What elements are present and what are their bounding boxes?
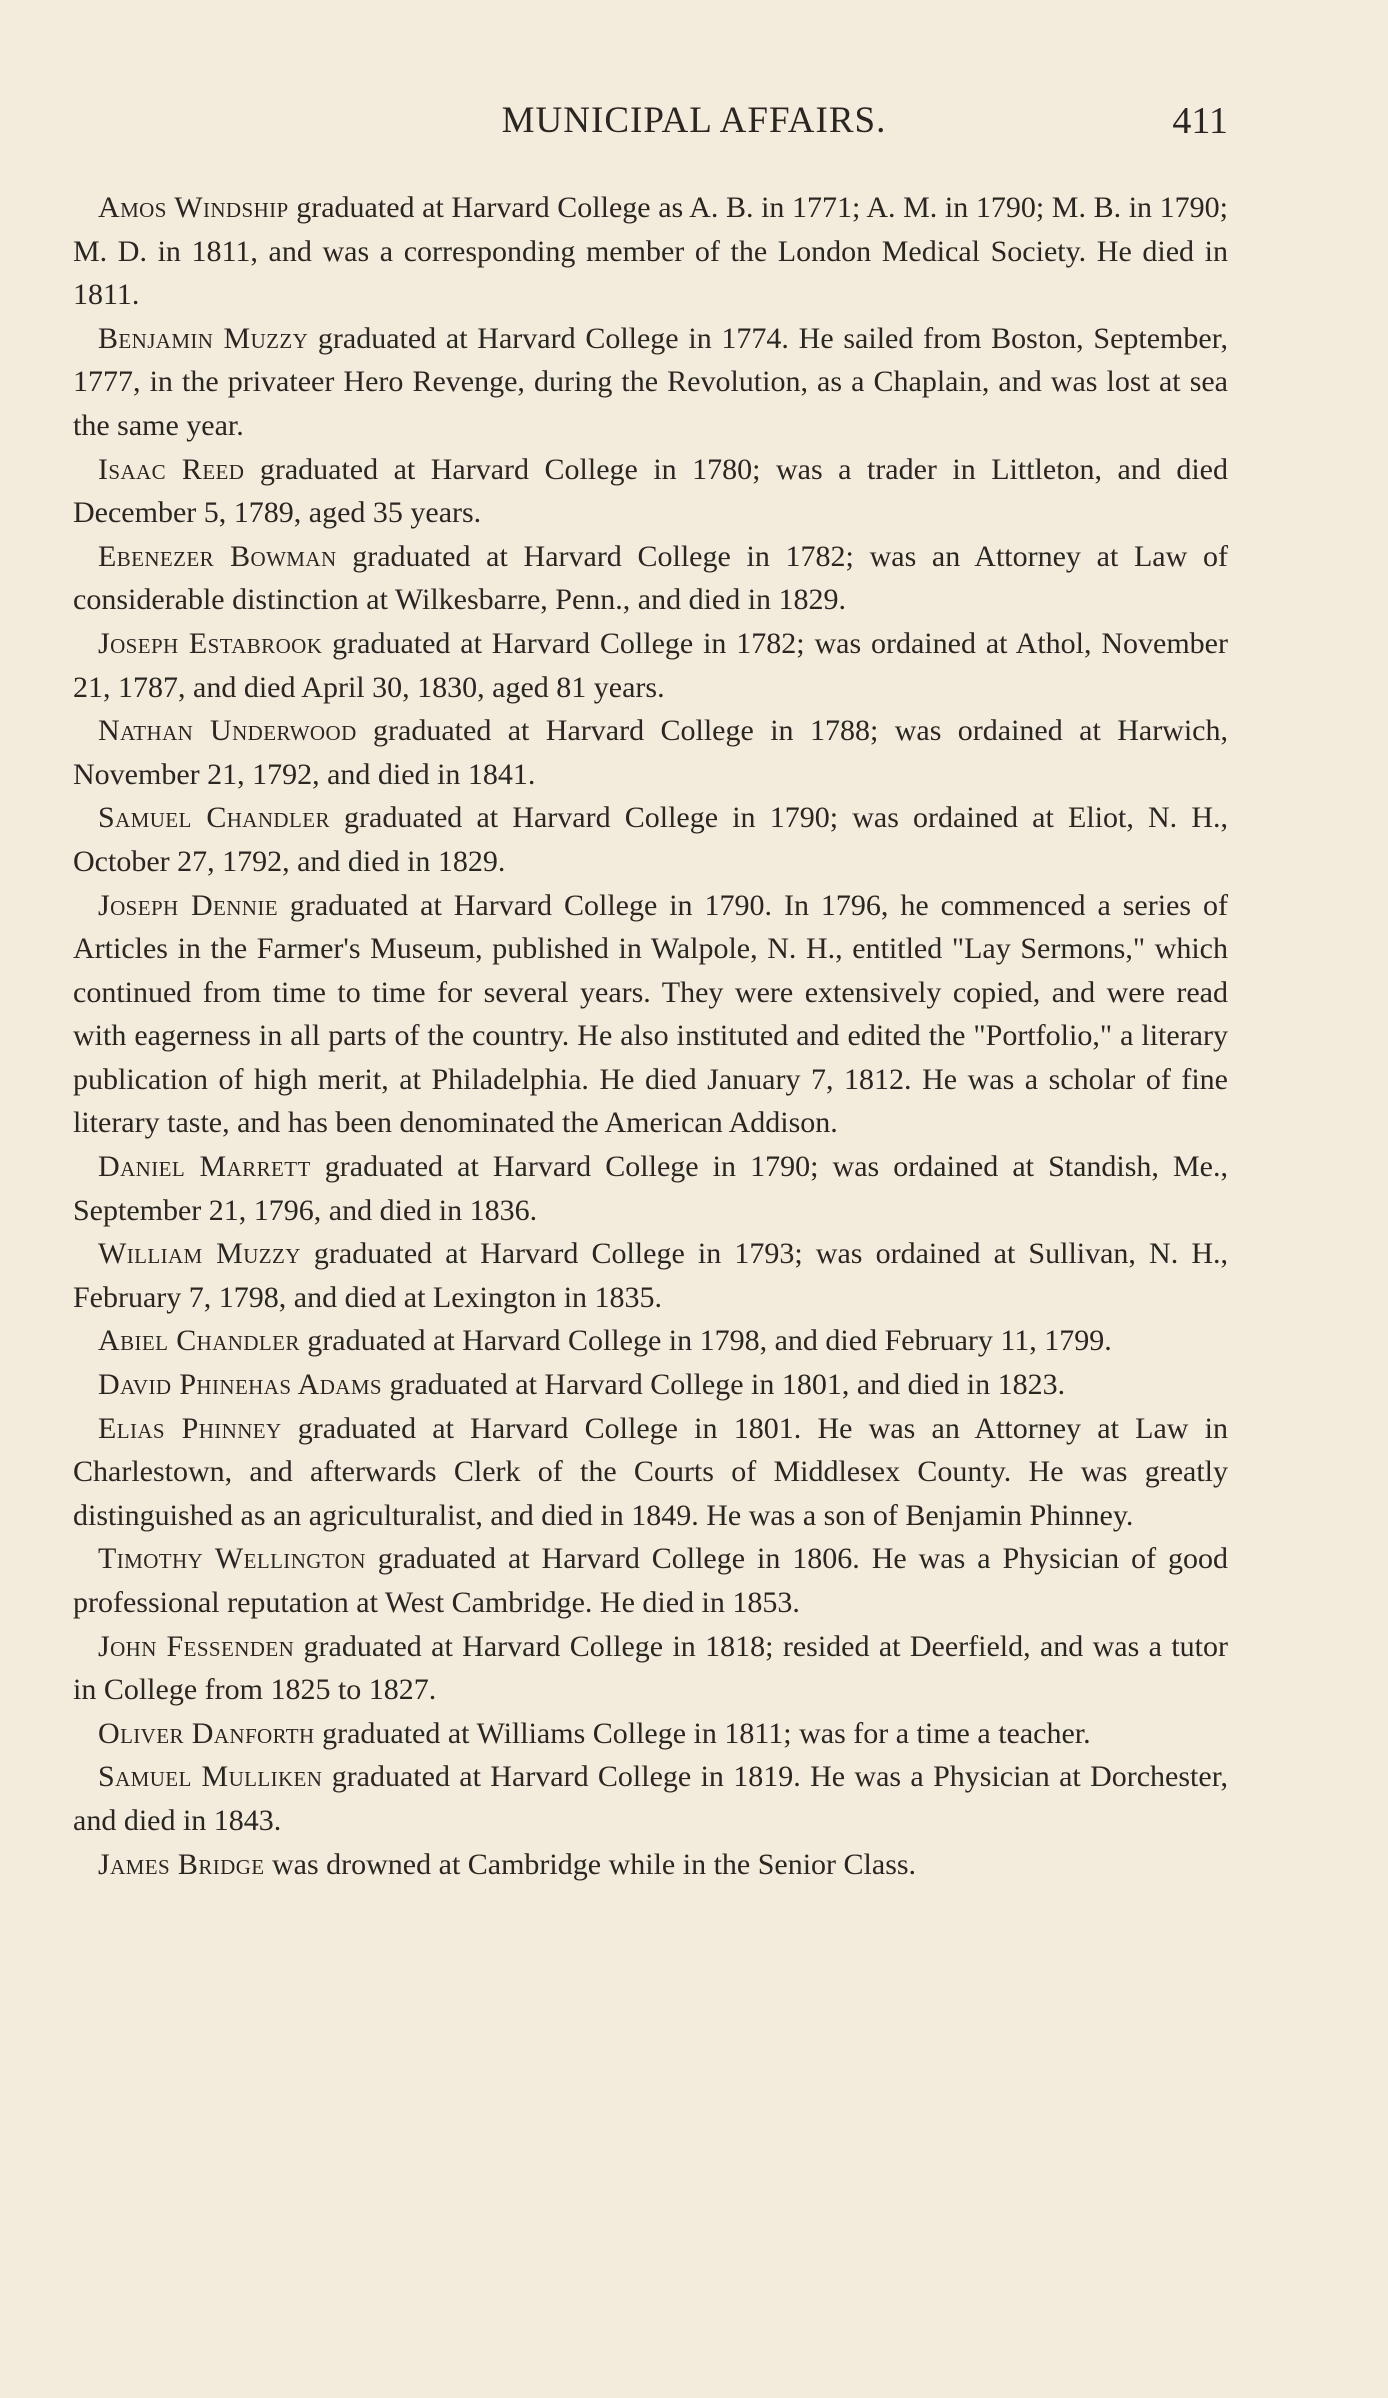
biography-entry bbox=[73, 796, 1228, 883]
biography-entry bbox=[73, 1625, 1228, 1712]
running-title: MUNICIPAL AFFAIRS. bbox=[501, 100, 887, 141]
entry-text: graduated at Harvard College in 1790; was ordained at Standish, Me., September 21, 1796, and died in 1836. bbox=[73, 1150, 1228, 1227]
entry-name: Oliver Danforth bbox=[98, 1716, 315, 1750]
biography-entry bbox=[73, 317, 1228, 448]
entry-text: graduated at Harvard College in 1801, and died in 1823. bbox=[382, 1368, 1066, 1402]
page-number: 411 bbox=[1172, 100, 1228, 142]
entry-text: graduated at Harvard College in 1806. He was a Physician of good professional reputation at West Cambridge. He died in 1853. bbox=[73, 1542, 1228, 1619]
biography-entry bbox=[73, 884, 1228, 1146]
entry-name: Ebenezer Bowman bbox=[98, 539, 337, 573]
biography-entry bbox=[73, 1232, 1228, 1319]
entry-name: David Phinehas Adams bbox=[98, 1368, 382, 1402]
entry-name: Benjamin Muzzy bbox=[98, 321, 309, 355]
entry-name: Amos Windship bbox=[98, 191, 289, 224]
biography-entry bbox=[73, 622, 1228, 709]
entry-name: Timothy Wellington bbox=[98, 1542, 366, 1576]
biography-entry bbox=[73, 1145, 1228, 1232]
page-body bbox=[73, 186, 1228, 1886]
entry-text: graduated at Harvard College in 1798, and died February 11, 1799. bbox=[299, 1324, 1112, 1358]
entry-name: William Muzzy bbox=[98, 1237, 301, 1271]
entry-text: graduated at Harvard College in 1801. He was an Attorney at Law in Charlestown, and afterwards Clerk of the Courts of Middlesex County. He was greatly distinguished as an agriculturalist, and died in 1849. He was a son of Benjamin Phinney. bbox=[73, 1411, 1228, 1532]
biography-entry bbox=[73, 1319, 1228, 1363]
entry-text: graduated at Williams College in 1811; was for a time a teacher. bbox=[314, 1716, 1091, 1750]
entry-name: Samuel Mulliken bbox=[98, 1760, 323, 1794]
biography-entry bbox=[73, 1537, 1228, 1624]
biography-entry bbox=[73, 709, 1228, 796]
entry-text: graduated at Harvard College in 1790. In 1796, he commenced a series of Articles in the Farmer's Museum, published in Walpole, N. H., entitled "Lay Sermons," which continued from time to time for several years. They were extensively copied, and were read with eagerness in all parts of the country. He also instituted and edited the "Portfolio," a literary publication of high merit, at Philadelphia. He died January 7, 1812. He was a scholar of fine literary taste, and has been denominated the American Addison. bbox=[73, 888, 1228, 1140]
entry-text: graduated at Harvard College in 1782; was ordained at Athol, November 21, 1787, and died April 30, 1830, aged 81 years. bbox=[73, 626, 1228, 704]
entry-text: was drowned at Cambridge while in the Senior Class. bbox=[264, 1847, 917, 1881]
entry-text: graduated at Harvard College in 1818; resided at Deerfield, and was a tutor in College from 1825 to 1827. bbox=[73, 1629, 1228, 1707]
entry-name: Elias Phinney bbox=[98, 1411, 282, 1445]
biography-entry bbox=[73, 1712, 1228, 1756]
biography-entry bbox=[73, 1843, 1228, 1887]
entry-text: graduated at Harvard College in 1793; was ordained at Sullivan, N. H., February 7, 1798, and died at Lexington in 1835. bbox=[73, 1237, 1228, 1314]
biography-entry bbox=[73, 1407, 1228, 1538]
entry-name: James Bridge bbox=[98, 1847, 265, 1881]
page-header bbox=[0, 96, 1388, 146]
entry-name: Samuel Chandler bbox=[98, 801, 330, 835]
entry-name: Nathan Underwood bbox=[98, 714, 357, 748]
entry-name: Isaac Reed bbox=[98, 452, 245, 486]
biography-entry bbox=[73, 186, 1228, 317]
entry-text: graduated at Harvard College as A. B. in 1771; A. M. in 1790; M. B. in 1790; M. D. in 1811, and was a corresponding member of the London Medical Society. He died in 1811. bbox=[73, 191, 1228, 312]
entry-text: graduated at Harvard College in 1790; was ordained at Eliot, N. H., October 27, 1792, and died in 1829. bbox=[73, 801, 1228, 878]
biography-entry bbox=[73, 448, 1228, 535]
entry-name: John Fessenden bbox=[98, 1629, 295, 1663]
entry-text: graduated at Harvard College in 1782; was an Attorney at Law of considerable distinction at Wilkesbarre, Penn., and died in 1829. bbox=[73, 539, 1228, 617]
entry-text: graduated at Harvard College in 1774. He sailed from Boston, September, 1777, in the privateer Hero Revenge, during the Revolution, as a Chaplain, and was lost at sea the same year. bbox=[73, 321, 1228, 442]
entry-name: Joseph Dennie bbox=[98, 888, 278, 922]
entry-name: Abiel Chandler bbox=[98, 1324, 300, 1358]
entry-name: Daniel Marrett bbox=[98, 1150, 311, 1184]
entry-text: graduated at Harvard College in 1788; was ordained at Harwich, November 21, 1792, and died in 1841. bbox=[73, 714, 1229, 791]
biography-entry bbox=[73, 1755, 1228, 1842]
biography-entry bbox=[73, 1363, 1228, 1407]
entry-name: Joseph Estabrook bbox=[98, 626, 323, 660]
entry-text: graduated at Harvard College in 1780; was a trader in Littleton, and died December 5, 1789, aged 35 years. bbox=[73, 452, 1228, 530]
entry-text: graduated at Harvard College in 1819. He was a Physician at Dorchester, and died in 1843. bbox=[73, 1760, 1228, 1837]
biography-entry bbox=[73, 535, 1228, 622]
